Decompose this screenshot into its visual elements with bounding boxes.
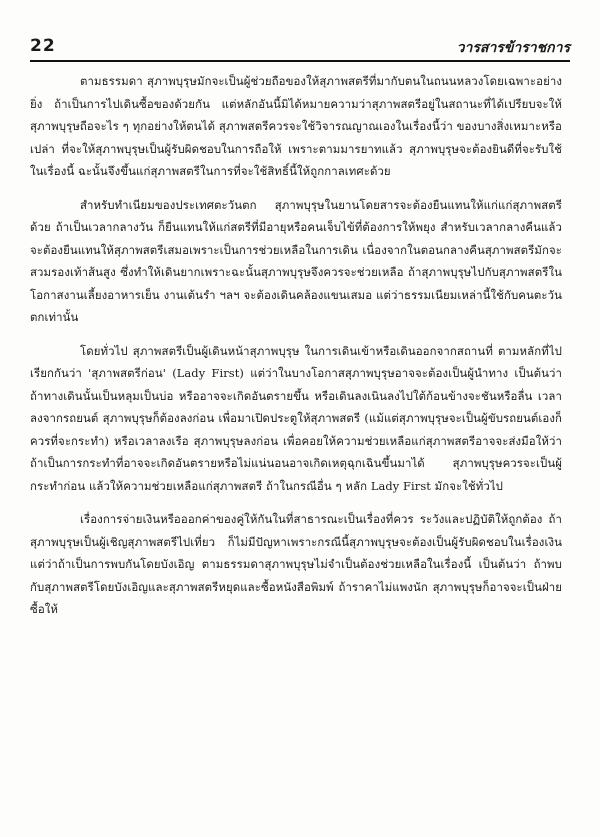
header-rule [30,60,570,62]
page-header [30,36,570,62]
body-text [30,70,562,621]
paragraph-2: สำหรับทำเนียมของประเทศตะวันตก สุภาพบุรุษในยานโดยสารจะต้องยืนแทนให้แก่แก่สุภาพสตรีด้วย ถ้าเป็นเวลากลางวัน ก็ยืนแทนให้แก่สตรีที่มีอายุหรือคนเจ็บไข้ที่ต้องการให้พยุง สำหรับเวลากลางคืนแล้ว จะต้องยืนแทนให้สุภาพสตรีเสมอเพราะเป็นการช่วยเหลือในการเดิน เนื่องจากในตอนกลางคืนสุภาพสตรีมักจะสวมรองเท้าส้นสูง ซึ่งทำให้เดินยากเพราะฉะนั้นสุภาพบุรุษจึงควรจะช่วยเหลือ ถ้าสุภาพบุรุษไปกับสุภาพสตรีในโอกาสงานเลี้ยงอาหารเย็น งานเต้นรำ ฯลฯ จะต้องเดินคล้องแขนเสมอ แต่ว่าธรรมเนียมเหล่านี้ใช้กับคนตะวันตกเท่านั้น [30,197,562,324]
paragraph-4: เรื่องการจ่ายเงินหรือออกค่าของคู่ให้กันในที่สาธารณะเป็นเรื่องที่ควร ระวังและปฏิบัติให้ถูกต้อง ถ้าสุภาพบุรุษเป็นผู้เชิญสุภาพสตรีไปเที่ยว ก็ไม่มีปัญหาเพราะกรณีนี้สุภาพบุรุษจะต้องเป็นผู้รับผิดชอบในเรื่องเงิน แต่ว่าถ้าเป็นการพบกันโดยบังเอิญ ตามธรรมดาสุภาพบุรุษไม่จำเป็นต้องช่วยเหลือในเรื่องนี้ เป็นต้นว่า ถ้าพบกับสุภาพสตรีโดยบังเอิญและสุภาพสตรีหยุดและซื้อหนังสือพิมพ์ ถ้าราคาไม่แพงนัก สุภาพบุรุษก็อาจจะเป็นฝ่ายซื้อให้ [30,512,562,616]
paragraph-1: ตามธรรมดา สุภาพบุรุษมักจะเป็นผู้ช่วยถือของให้สุภาพสตรีที่มากับตนในถนนหลวงโดยเฉพาะอย่างยิ่ง ถ้าเป็นการไปเดินซื้อของด้วยกัน แต่หลักอันนี้มิได้หมายความว่าสุภาพสตรีอยู่ในสถานะที่ได้เปรียบจะให้สุภาพบุรุษถือจะไร ๆ ทุกอย่างให้ตนได้ สุภาพสตรีควรจะใช้วิจารณญาณเองในเรื่องนี้ว่า ของบางสิ่งเหมาะหรือเปล่า ที่จะให้สุภาพบุรุษเป็นผู้รับผิดชอบในการถือให้ เพราะตามมารยาทแล้ว สุภาพบุรุษจะต้องยินดีที่จะรับใช้ในเรื่องนี้ ฉะนั้นจึงขึ้นแก่สุภาพสตรีในการที่จะใช้สิทธิ์นี้ให้ถูกกาลเทศะด้วย [30,74,562,178]
running-title: วารสารข้าราชการ [456,40,570,56]
paragraph-3: โดยทั่วไป สุภาพสตรีเป็นผู้เดินหน้าสุภาพบุรุษ ในการเดินเข้าหรือเดินออกจากสถานที่ ตามหลักที่ไปเรียกกันว่า 'สุภาพสตรีก่อน' (Lady First) แต่ว่าในบางโอกาสสุภาพบุรุษอาจจะต้องเป็นผู้นำทาง เป็นต้นว่า ถ้าทางเดินนั้นเป็นหลุมเป็นบ่อ หรืออาจจะเกิดอันตรายขึ้น หรือเดินลงเนินลงไปใต้ก้อนข้างจะชันหรือลื่น เวลาลงจากรถยนต์ สุภาพบุรุษก็ต้องลงก่อน เพื่อมาเปิดประตูให้สุภาพสตรี (แม้แต่สุภาพบุรุษจะเป็นผู้ขับรถยนต์เองก็ควรที่จะกระทำ) หรือเวลาลงเรือ สุภาพบุรุษลงก่อน เพื่อคอยให้ความช่วยเหลือแก่สุภาพสตรีอาจจะส่งมือให้ว่า ถ้าเป็นการกระทำที่อาจจะเกิดอันตรายหรือไม่แน่นอนอาจเกิดเหตุฉุกเฉินขึ้นมาได้ สุภาพบุรุษควรจะเป็นผู้กระทำก่อน แล้วให้ความช่วยเหลือแก่สุภาพสตรี ถ้าในกรณีอื่น ๆ หลัก Lady First มักจะใช้ทั่วไป [30,343,562,493]
page-number: 22 [30,36,56,56]
